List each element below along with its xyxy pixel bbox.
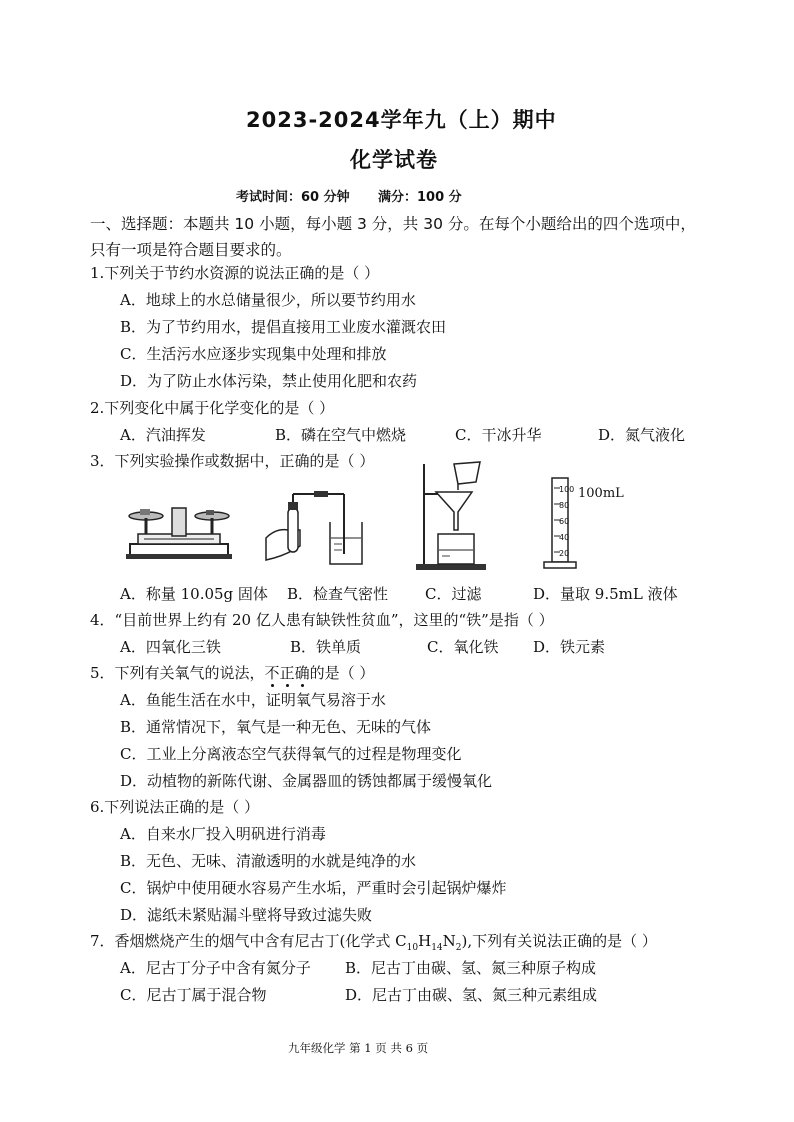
q7-option-b: B．尼古丁由碳、氢、氮三种原子构成 xyxy=(345,959,597,977)
q1-option-a: A．地球上的水总储量很少，所以要节约用水 xyxy=(120,291,416,309)
question-2-stem: 2.下列变化中属于化学变化的是（ ） xyxy=(90,399,335,417)
section-heading-cont: 只有一项是符合题目要求的。 xyxy=(90,241,292,259)
cylinder-capacity-label: 100mL xyxy=(578,486,624,501)
q2-option-d: D．氮气液化 xyxy=(598,426,686,444)
q7-option-c: C．尼古丁属于混合物 xyxy=(120,986,267,1004)
filtration-figure xyxy=(414,460,494,574)
q5-option-a: A．鱼能生活在水中，证明氧气易溶于水 xyxy=(120,691,386,709)
q2-option-b: B．磷在空气中燃烧 xyxy=(275,426,407,444)
question-1-stem: 1.下列关于节约水资源的说法正确的是（ ） xyxy=(90,264,380,282)
q5-option-c: C．工业上分离液态空气获得氧气的过程是物理变化 xyxy=(120,745,462,763)
q5-option-b: B．通常情况下，氧气是一种无色、无味的气体 xyxy=(120,718,432,736)
q6-option-a: A．自来水厂投入明矾进行消毒 xyxy=(120,825,326,843)
scale-tick: 100 xyxy=(559,485,575,494)
q3-option-c: C．过滤 xyxy=(425,585,482,603)
q7-option-d: D．尼古丁由碳、氢、氮三种元素组成 xyxy=(345,986,598,1004)
q1-option-c: C．生活污水应逐步实现集中处理和排放 xyxy=(120,345,387,363)
q2-option-a: A．汽油挥发 xyxy=(120,426,206,444)
exam-time: 考试时间：60 分钟 xyxy=(236,190,350,205)
scale-tick: 60 xyxy=(559,517,570,526)
q3-option-d: D．量取 9.5mL 液体 xyxy=(533,585,678,603)
exam-subtitle: 化学试卷 xyxy=(350,148,438,172)
airtightness-figure xyxy=(262,488,372,570)
scale-tick: 40 xyxy=(559,533,570,542)
question-3-stem: 3．下列实验操作或数据中，正确的是（ ） xyxy=(90,452,375,470)
q7-option-a: A．尼古丁分子中含有氮分子 xyxy=(120,959,311,977)
q2-option-c: C．干冰升华 xyxy=(455,426,542,444)
page-footer: 九年级化学 第 1 页 共 6 页 xyxy=(288,1041,429,1055)
q6-option-d: D．滤纸未紧贴漏斗壁将导致过滤失败 xyxy=(120,906,373,924)
q4-option-d: D．铁元素 xyxy=(533,638,606,656)
q4-option-b: B．铁单质 xyxy=(290,638,362,656)
q1-option-b: B．为了节约用水，提倡直接用工业废水灌溉农田 xyxy=(120,318,447,336)
q4-option-c: C．氧化铁 xyxy=(427,638,499,656)
q6-option-c: C．锅炉中使用硬水容易产生水垢，严重时会引起锅炉爆炸 xyxy=(120,879,507,897)
question-7-stem: 7．香烟燃烧产生的烟气中含有尼古丁(化学式 $C_{10}H_{14}N_2$),下列有关说法正确的是（ ） xyxy=(90,932,657,953)
section-heading: 一、选择题：本题共 10 小题，每小题 3 分，共 30 分。在每个小题给出的四个选项中， xyxy=(90,215,696,233)
question-6-stem: 6.下列说法正确的是（ ） xyxy=(90,798,260,816)
q3-option-a: A．称量 10.05g 固体 xyxy=(120,585,268,603)
q3-option-b: B．检查气密性 xyxy=(287,585,389,603)
exam-title: 2023-2024学年九（上）期中 xyxy=(246,108,557,132)
full-score: 满分：100 分 xyxy=(378,190,462,205)
balance-figure xyxy=(124,500,234,562)
q4-option-a: A．四氧化三铁 xyxy=(120,638,221,656)
q5-option-d: D．动植物的新陈代谢、金属器皿的锈蚀都属于缓慢氧化 xyxy=(120,772,493,790)
scale-tick: 80 xyxy=(559,501,570,510)
q6-option-b: B．无色、无味、清澈透明的水就是纯净的水 xyxy=(120,852,417,870)
scale-tick: 20 xyxy=(559,549,570,558)
question-5-stem: 5．下列有关氧气的说法，不正确的是（ ） xyxy=(90,664,375,682)
question-4-stem: 4．“目前世界上约有 20 亿人患有缺铁性贫血”，这里的“铁”是指（ ） xyxy=(90,611,554,629)
q1-option-d: D．为了防止水体污染，禁止使用化肥和农药 xyxy=(120,372,418,390)
